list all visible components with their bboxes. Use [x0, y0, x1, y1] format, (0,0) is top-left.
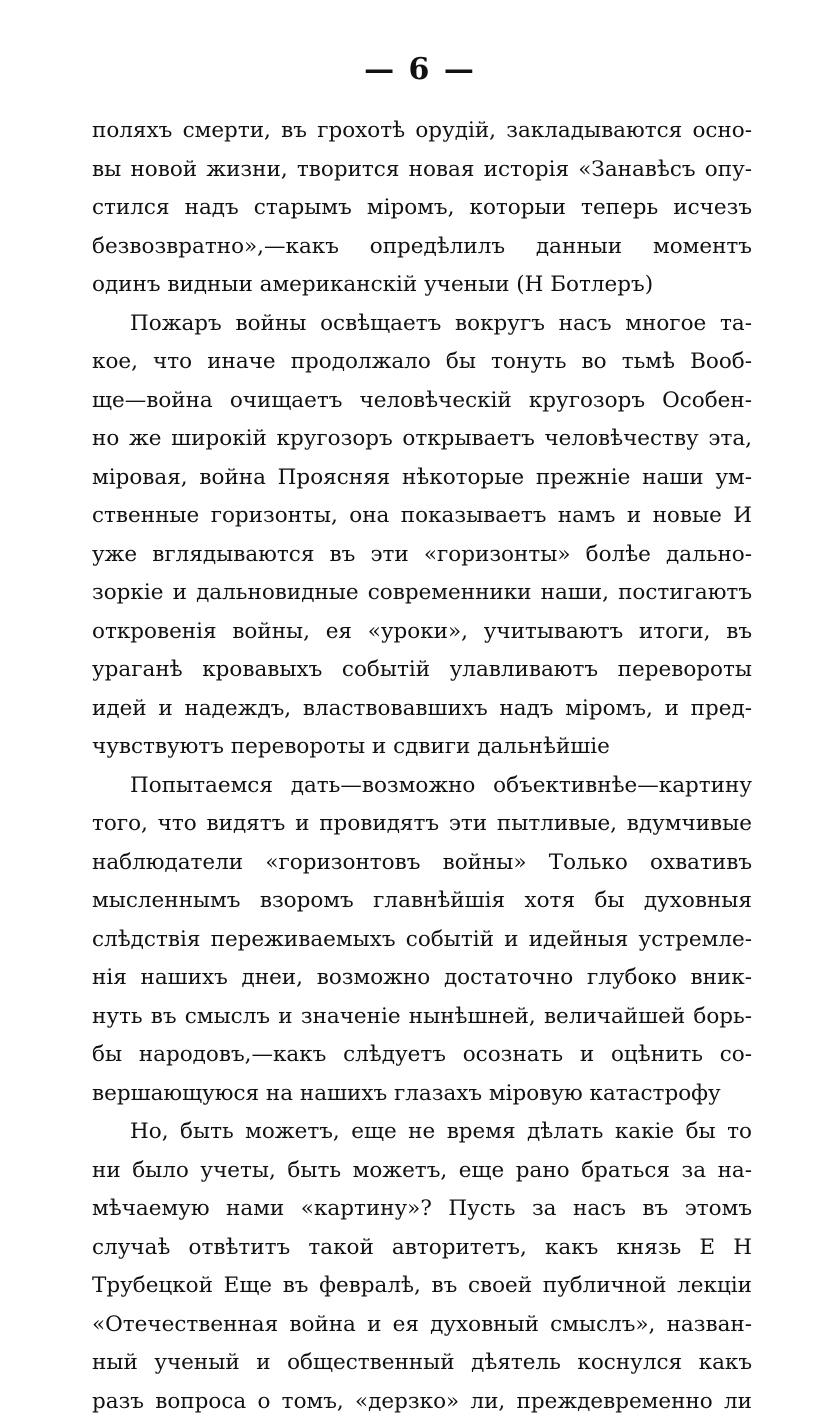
text-line: откровенія войны, ея «уроки», учитываютъ итоги, въ: [92, 613, 752, 652]
text-line: бы народовъ,—какъ слѣдуетъ осознать и оцѣнить со-: [92, 1036, 752, 1075]
text-line: наблюдатели «горизонтовъ войны» Только охвативъ: [92, 844, 752, 883]
text-line: того, что видятъ и провидятъ эти пытливые, вдумчивые: [92, 805, 752, 844]
text-line: уже вглядываются въ эти «горизонты» болѣе дально-: [92, 536, 752, 575]
text-line: случаѣ отвѣтитъ такой авторитетъ, какъ князь Е Н: [92, 1229, 752, 1268]
text-line: ни было учеты, быть можетъ, еще рано браться за на-: [92, 1152, 752, 1191]
text-line: міровая, война Проясняя нѣкоторые прежніе наши ум-: [92, 459, 752, 498]
text-line: мѣчаемую нами «картину»? Пусть за насъ въ этомъ: [92, 1190, 752, 1229]
body-text: [92, 112, 752, 1421]
text-line: зоркіе и дальновидные современники наши, постигаютъ: [92, 574, 752, 613]
text-line: ураганѣ кровавыхъ событій улавливаютъ перевороты: [92, 651, 752, 690]
text-line: нія нашихъ днеи, возможно достаточно глубоко вник-: [92, 959, 752, 998]
text-line: поляхъ смерти, въ грохотѣ орудій, закладываются осно-: [92, 112, 752, 151]
text-line: ще—война очищаетъ человѣческій кругозоръ Особен-: [92, 382, 752, 421]
text-line: ный ученый и общественный дѣятель коснулся какъ: [92, 1344, 752, 1383]
text-line: нуть въ смыслъ и значеніе нынѣшней, величайшей борь-: [92, 998, 752, 1037]
text-line: Попытаемся дать—возможно объективнѣе—картину: [92, 767, 752, 806]
text-line: Пожаръ войны освѣщаетъ вокругъ насъ многое та-: [92, 305, 752, 344]
text-line: но же широкій кругозоръ открываетъ человѣчеству эта,: [92, 420, 752, 459]
text-line: слѣдствія переживаемыхъ событій и идейныя устремле-: [92, 921, 752, 960]
text-line: вершающуюся на нашихъ глазахъ міровую катастрофу: [92, 1075, 752, 1114]
text-line: стился надъ старымъ міромъ, которыи теперь исчезъ: [92, 189, 752, 228]
text-line: мысленнымъ взоромъ главнѣйшія хотя бы духовныя: [92, 882, 752, 921]
page-number: — 6 —: [0, 52, 840, 87]
text-line: одинъ видныи американскій ученыи (Н Ботлеръ): [92, 266, 752, 305]
text-line: идей и надеждъ, властвовавшихъ надъ міромъ, и пред-: [92, 690, 752, 729]
text-line: безвозвратно»,—какъ опредѣлилъ данныи моментъ: [92, 228, 752, 267]
text-line: чувствуютъ перевороты и сдвиги дальнѣйшіе: [92, 728, 752, 767]
text-line: Но, быть можетъ, еще не время дѣлать какіе бы то: [92, 1113, 752, 1152]
text-line: «Отечественная война и ея духовный смыслъ», назван-: [92, 1306, 752, 1345]
text-line: кое, что иначе продолжало бы тонуть во тьмѣ Вооб-: [92, 343, 752, 382]
text-line: Трубецкой Еще въ февралѣ, въ своей публичной лекціи: [92, 1267, 752, 1306]
text-line: вы новой жизни, творится новая исторія «Занавѣсъ опу-: [92, 151, 752, 190]
text-line: ственные горизонты, она показываетъ намъ и новые И: [92, 497, 752, 536]
text-line: разъ вопроса о томъ, «дерзко» ли, преждевременно ли: [92, 1383, 752, 1421]
